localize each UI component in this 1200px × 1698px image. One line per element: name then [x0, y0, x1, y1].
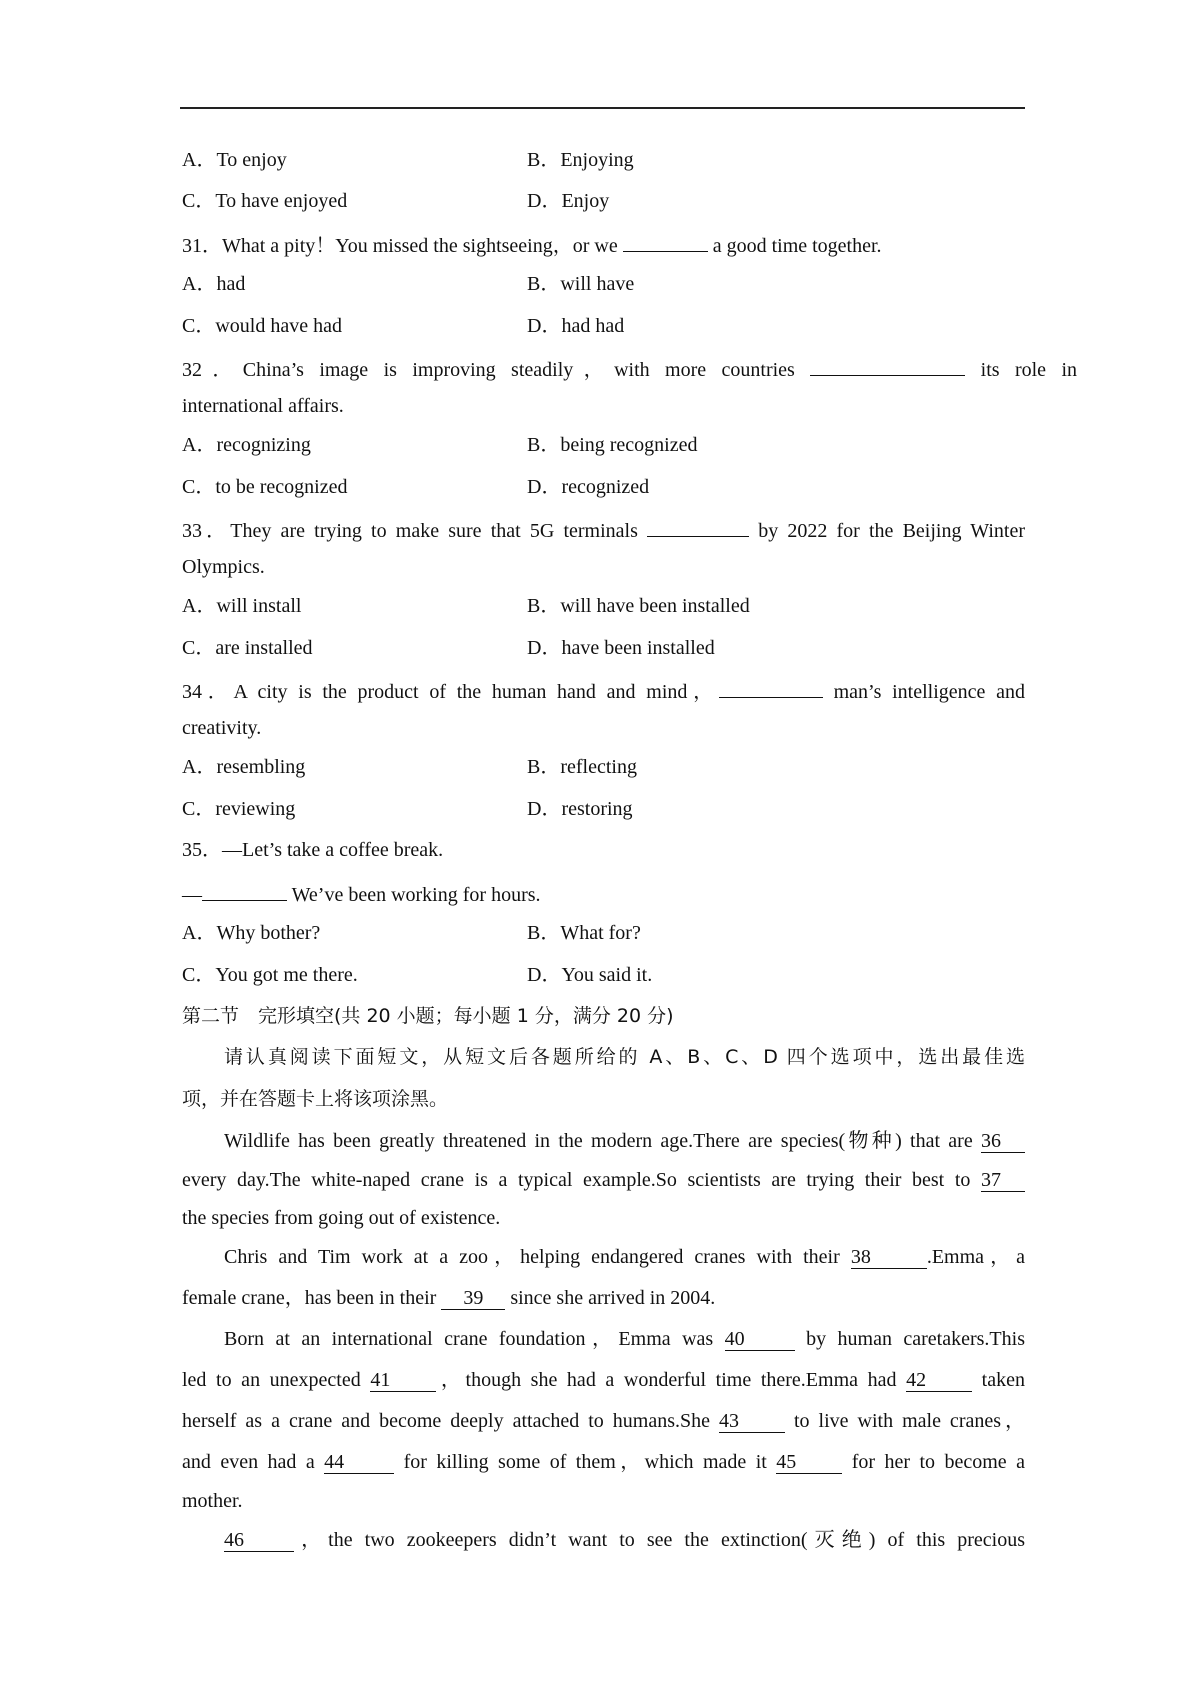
q32-option-b: B．being recognized — [527, 434, 698, 456]
blank-46: 46 — [224, 1529, 294, 1552]
blank-44: 44 — [324, 1451, 394, 1474]
passage-line: Wildlife has been greatly threatened in the modern age.There are species(物种) that are 36 — [224, 1129, 1025, 1153]
q34-option-b: B．reflecting — [527, 756, 637, 778]
q33-option-c: C．are installed — [182, 637, 313, 659]
passage-line: Born at an international crane foundation，Emma was 40 by human caretakers.This — [224, 1328, 1025, 1350]
q33-stem: 33．They are trying to make sure that 5G terminals by 2022 for the Beijing Winter — [182, 516, 1025, 543]
section-instructions-cont: 项，并在答题卡上将该项涂黑。 — [182, 1088, 449, 1110]
passage-line: Chris and Tim work at a zoo，helping endangered cranes with their 38 .Emma，a — [224, 1246, 1025, 1268]
answer-blank — [810, 355, 965, 376]
passage-line: every day.The white-naped crane is a typical example.So scientists are trying their best to 37 — [182, 1168, 1025, 1192]
q30-option-d: D．Enjoy — [527, 190, 610, 212]
q34-stem: 34．A city is the product of the human hand and mind， man’s intelligence and — [182, 677, 1025, 704]
q30-option-a: A．To enjoy — [182, 149, 287, 171]
q30-option-b: B．Enjoying — [527, 149, 634, 171]
q31-stem: 31．What a pity！You missed the sightseeing，or we a good time together. — [182, 231, 882, 258]
q30-option-c: C．To have enjoyed — [182, 190, 348, 212]
q32-stem: 32．China’s image is improving steadily，with more countries its role in — [182, 355, 1077, 382]
q32-option-a: A．recognizing — [182, 434, 311, 456]
answer-blank — [202, 880, 287, 901]
q31-option-c: C．would have had — [182, 315, 342, 337]
blank-45: 45 — [776, 1451, 842, 1474]
answer-blank — [647, 516, 749, 537]
blank-38: 38 — [851, 1246, 927, 1269]
answer-blank — [719, 677, 823, 698]
q35-response: — We’ve been working for hours. — [182, 880, 541, 907]
passage-line: and even had a 44 for killing some of them，which made it 45 for her to become a — [182, 1451, 1025, 1473]
q33-stem-cont: Olympics. — [182, 556, 265, 578]
blank-41: 41 — [370, 1369, 436, 1392]
q34-option-a: A．resembling — [182, 756, 306, 778]
q31-option-b: B．will have — [527, 273, 635, 295]
q34-option-c: C．reviewing — [182, 798, 296, 820]
q34-stem-cont: creativity. — [182, 717, 262, 739]
passage-line: mother. — [182, 1490, 243, 1512]
blank-43: 43 — [719, 1410, 785, 1433]
q35-option-b: B．What for? — [527, 922, 641, 944]
q35-stem: 35．—Let’s take a coffee break. — [182, 839, 444, 861]
q35-option-c: C．You got me there. — [182, 964, 358, 986]
q34-option-d: D．restoring — [527, 798, 633, 820]
passage-line: herself as a crane and become deeply attached to humans.She 43 to live with male cranes， — [182, 1410, 1026, 1432]
blank-39: 39 — [441, 1287, 505, 1310]
q32-stem-cont: international affairs. — [182, 395, 344, 417]
q32-option-d: D．recognized — [527, 476, 650, 498]
passage-line: 46 ，the two zookeepers didn’t want to see the extinction(灭绝) of this precious — [224, 1529, 1025, 1551]
blank-36: 36 — [981, 1130, 1025, 1153]
section-instructions: 请认真阅读下面短文，从短文后各题所给的 A、B、C、D 四个选项中，选出最佳选 — [224, 1046, 1025, 1068]
header-rule — [180, 107, 1025, 109]
q32-option-c: C．to be recognized — [182, 476, 348, 498]
q35-option-a: A．Why bother? — [182, 922, 321, 944]
section-heading: 第二节 完形填空(共 20 小题；每小题 1 分，满分 20 分) — [182, 1005, 674, 1027]
q35-option-d: D．You said it. — [527, 964, 653, 986]
q33-option-b: B．will have been installed — [527, 595, 750, 617]
passage-line: led to an unexpected 41 ，though she had a wonderful time there.Emma had 42 taken — [182, 1369, 1025, 1391]
q31-option-a: A．had — [182, 273, 246, 295]
passage-line: female crane，has been in their 39 since she arrived in 2004. — [182, 1287, 716, 1309]
passage-line: the species from going out of existence. — [182, 1207, 501, 1229]
blank-40: 40 — [725, 1328, 795, 1351]
blank-37: 37 — [981, 1169, 1025, 1192]
answer-blank — [623, 231, 708, 252]
q33-option-a: A．will install — [182, 595, 302, 617]
q31-option-d: D．had had — [527, 315, 625, 337]
blank-42: 42 — [906, 1369, 972, 1392]
q33-option-d: D．have been installed — [527, 637, 715, 659]
